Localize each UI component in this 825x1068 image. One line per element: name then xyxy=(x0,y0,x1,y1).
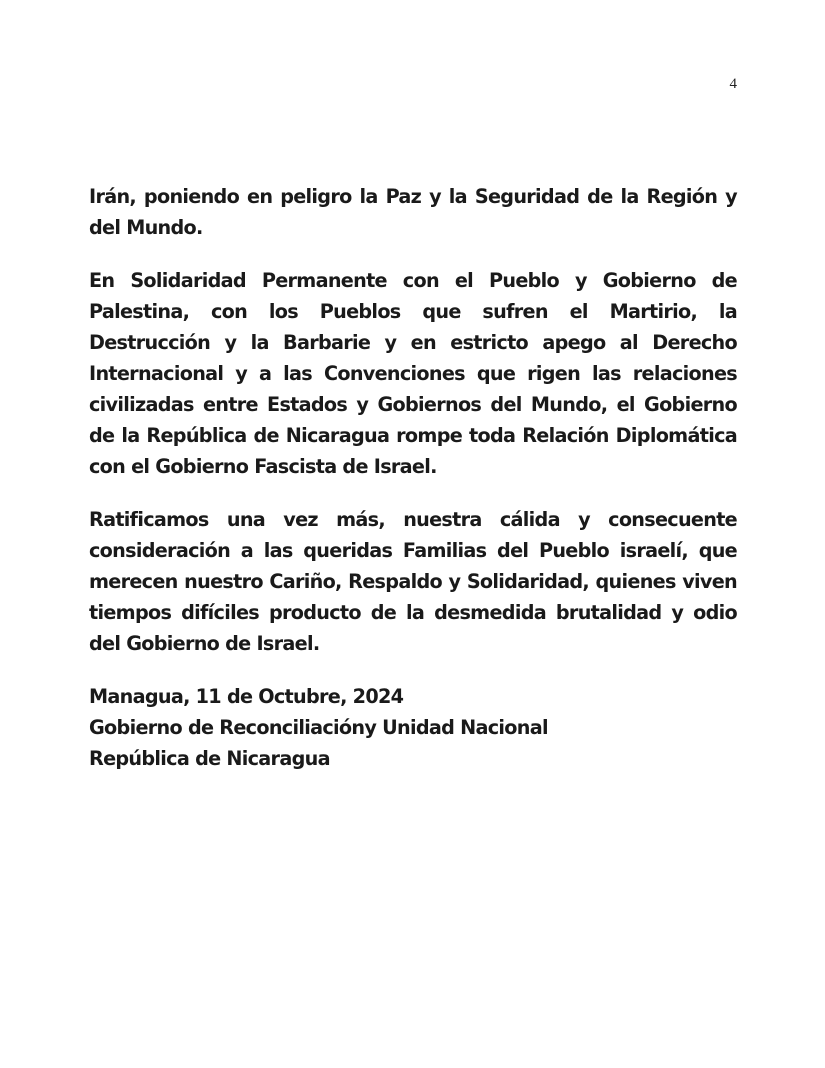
closing-block xyxy=(89,681,737,774)
government-name: Gobierno de Reconciliacióny Unidad Nacional xyxy=(89,716,548,739)
country-name: República de Nicaragua xyxy=(89,747,330,770)
document-body xyxy=(89,181,737,774)
place-date: Managua, 11 de Octubre, 2024 xyxy=(89,685,404,708)
paragraph-solidarity: En Solidaridad Permanente con el Pueblo y Gobierno de Palestina, con los Pueblos que sufren el Martirio, la Destrucción y la Barbarie y en estricto apego al Derecho Internacional y a las Convenciones que rigen las relaciones civilizadas entre Estados y Gobiernos del Mundo, el Gobierno de la República de Nicaragua rompe toda Relación Diplomática con el Gobierno Fascista de Israel. xyxy=(89,269,737,478)
paragraph-intro: Irán, poniendo en peligro la Paz y la Seguridad de la Región y del Mundo. xyxy=(89,185,737,239)
page-number: 4 xyxy=(729,76,737,92)
paragraph-ratification: Ratificamos una vez más, nuestra cálida y consecuente consideración a las queridas Familias del Pueblo israelí, que merecen nuestro Cariño, Respaldo y Solidaridad, quienes viven tiempos difíciles producto de la desmedida brutalidad y odio del Gobierno de Israel. xyxy=(89,508,737,655)
